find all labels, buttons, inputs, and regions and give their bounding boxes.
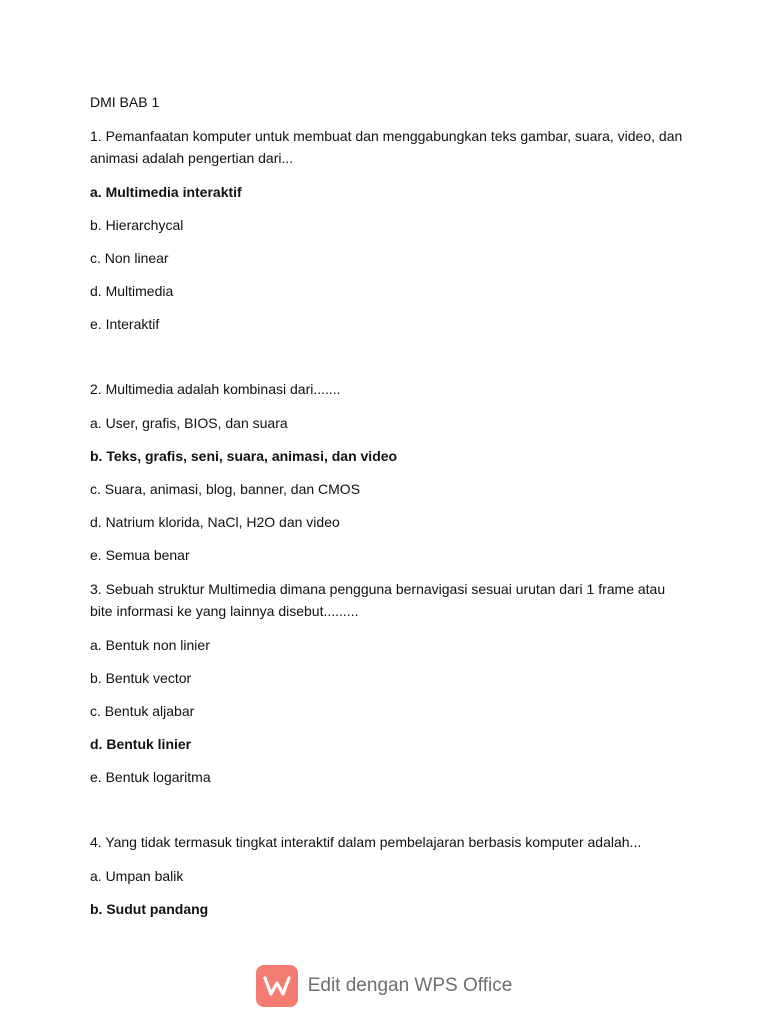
edit-with-wps-link[interactable]: Edit dengan WPS Office <box>307 975 513 996</box>
edit-with-wps-banner[interactable] <box>0 963 768 1009</box>
option-d: d. Multimedia <box>90 283 174 299</box>
question-text: 4. Yang tidak termasuk tingkat interaktif dalam pembelajaran berbasis komputer adalah... <box>90 834 642 850</box>
option-a-correct: a. Multimedia interaktif <box>90 184 242 200</box>
question-2 <box>90 378 690 565</box>
question-3 <box>90 578 690 787</box>
document-title: DMI BAB 1 <box>90 94 160 110</box>
question-text: 3. Sebuah struktur Multimedia dimana pengguna bernavigasi sesuai urutan dari 1 frame atau bite informasi ke yang lainnya disebut......... <box>90 581 666 619</box>
option-b: b. Hierarchycal <box>90 217 184 233</box>
option-b-correct: b. Teks, grafis, seni, suara, animasi, dan video <box>90 448 398 464</box>
question-4 <box>90 831 690 919</box>
option-a: a. User, grafis, BIOS, dan suara <box>90 415 288 431</box>
option-c: c. Non linear <box>90 250 169 266</box>
document-page <box>90 92 690 932</box>
option-b: b. Bentuk vector <box>90 670 192 686</box>
option-b-correct: b. Sudut pandang <box>90 901 209 917</box>
wps-office-logo-icon[interactable] <box>256 965 298 1007</box>
option-c: c. Suara, animasi, blog, banner, dan CMOS <box>90 481 361 497</box>
question-text: 2. Multimedia adalah kombinasi dari....... <box>90 381 341 397</box>
option-a: a. Umpan balik <box>90 868 184 884</box>
option-e: e. Semua benar <box>90 547 190 563</box>
option-e: e. Bentuk logaritma <box>90 769 211 785</box>
option-a: a. Bentuk non linier <box>90 637 210 653</box>
option-d-correct: d. Bentuk linier <box>90 736 192 752</box>
option-d: d. Natrium klorida, NaCl, H2O dan video <box>90 514 340 530</box>
paragraph-gap <box>90 347 690 378</box>
question-1 <box>90 125 690 334</box>
paragraph-gap <box>90 800 690 831</box>
option-c: c. Bentuk aljabar <box>90 703 195 719</box>
option-e: e. Interaktif <box>90 316 160 332</box>
question-text: 1. Pemanfaatan komputer untuk membuat dan menggabungkan teks gambar, suara, video, dan animasi adalah pengertian dari... <box>90 128 683 166</box>
